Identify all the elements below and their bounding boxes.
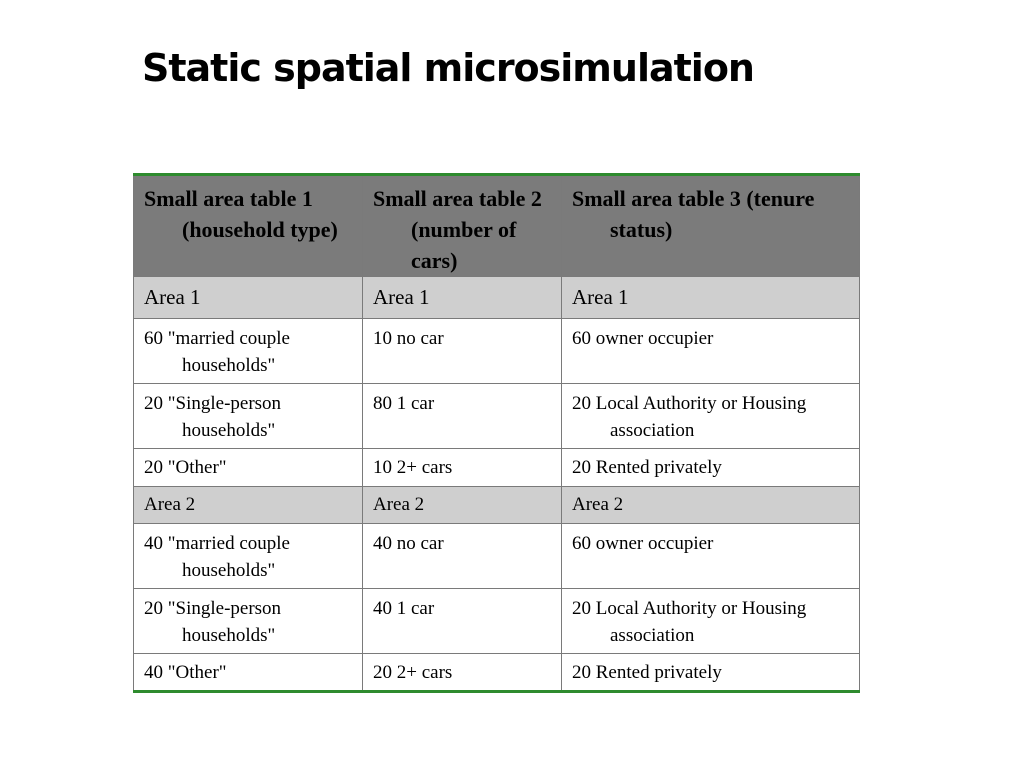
- cars-cell: 10 2+ cars: [363, 449, 562, 487]
- area-label: Area 2: [134, 487, 363, 524]
- cars-cell: 40 no car: [363, 524, 562, 589]
- area-label: Area 1: [562, 277, 860, 319]
- household-type-cell: 40 "married couple households": [134, 524, 363, 589]
- header-table-2: Small area table 2 (number of cars): [363, 175, 562, 277]
- cars-cell: 40 1 car: [363, 589, 562, 654]
- tenure-cell: 60 owner occupier: [562, 524, 860, 589]
- table-header-row: [134, 175, 860, 277]
- tenure-cell: 20 Local Authority or Housing association: [562, 384, 860, 449]
- slide-title: Static spatial microsimulation: [142, 46, 754, 90]
- cars-cell: 20 2+ cars: [363, 654, 562, 692]
- tenure-cell: 20 Rented privately: [562, 449, 860, 487]
- tenure-cell: 20 Local Authority or Housing association: [562, 589, 860, 654]
- area-label: Area 1: [363, 277, 562, 319]
- household-type-cell: 60 "married couple households": [134, 319, 363, 384]
- table-row: [134, 589, 860, 654]
- table-row: [134, 524, 860, 589]
- table-row: [134, 384, 860, 449]
- area-label: Area 2: [363, 487, 562, 524]
- area-label: Area 1: [134, 277, 363, 319]
- area-label: Area 2: [562, 487, 860, 524]
- tenure-cell: 60 owner occupier: [562, 319, 860, 384]
- household-type-cell: 20 "Other": [134, 449, 363, 487]
- household-type-cell: 40 "Other": [134, 654, 363, 692]
- cars-cell: 80 1 car: [363, 384, 562, 449]
- household-type-cell: 20 "Single-person households": [134, 384, 363, 449]
- area-1-row: [134, 277, 860, 319]
- tenure-cell: 20 Rented privately: [562, 654, 860, 692]
- area-2-row: [134, 487, 860, 524]
- cars-cell: 10 no car: [363, 319, 562, 384]
- header-table-1: Small area table 1 (household type): [134, 175, 363, 277]
- household-type-cell: 20 "Single-person households": [134, 589, 363, 654]
- header-table-3: Small area table 3 (tenure status): [562, 175, 860, 277]
- table-row: [134, 654, 860, 692]
- table-row: [134, 449, 860, 487]
- table-row: [134, 319, 860, 384]
- data-table: [133, 173, 860, 693]
